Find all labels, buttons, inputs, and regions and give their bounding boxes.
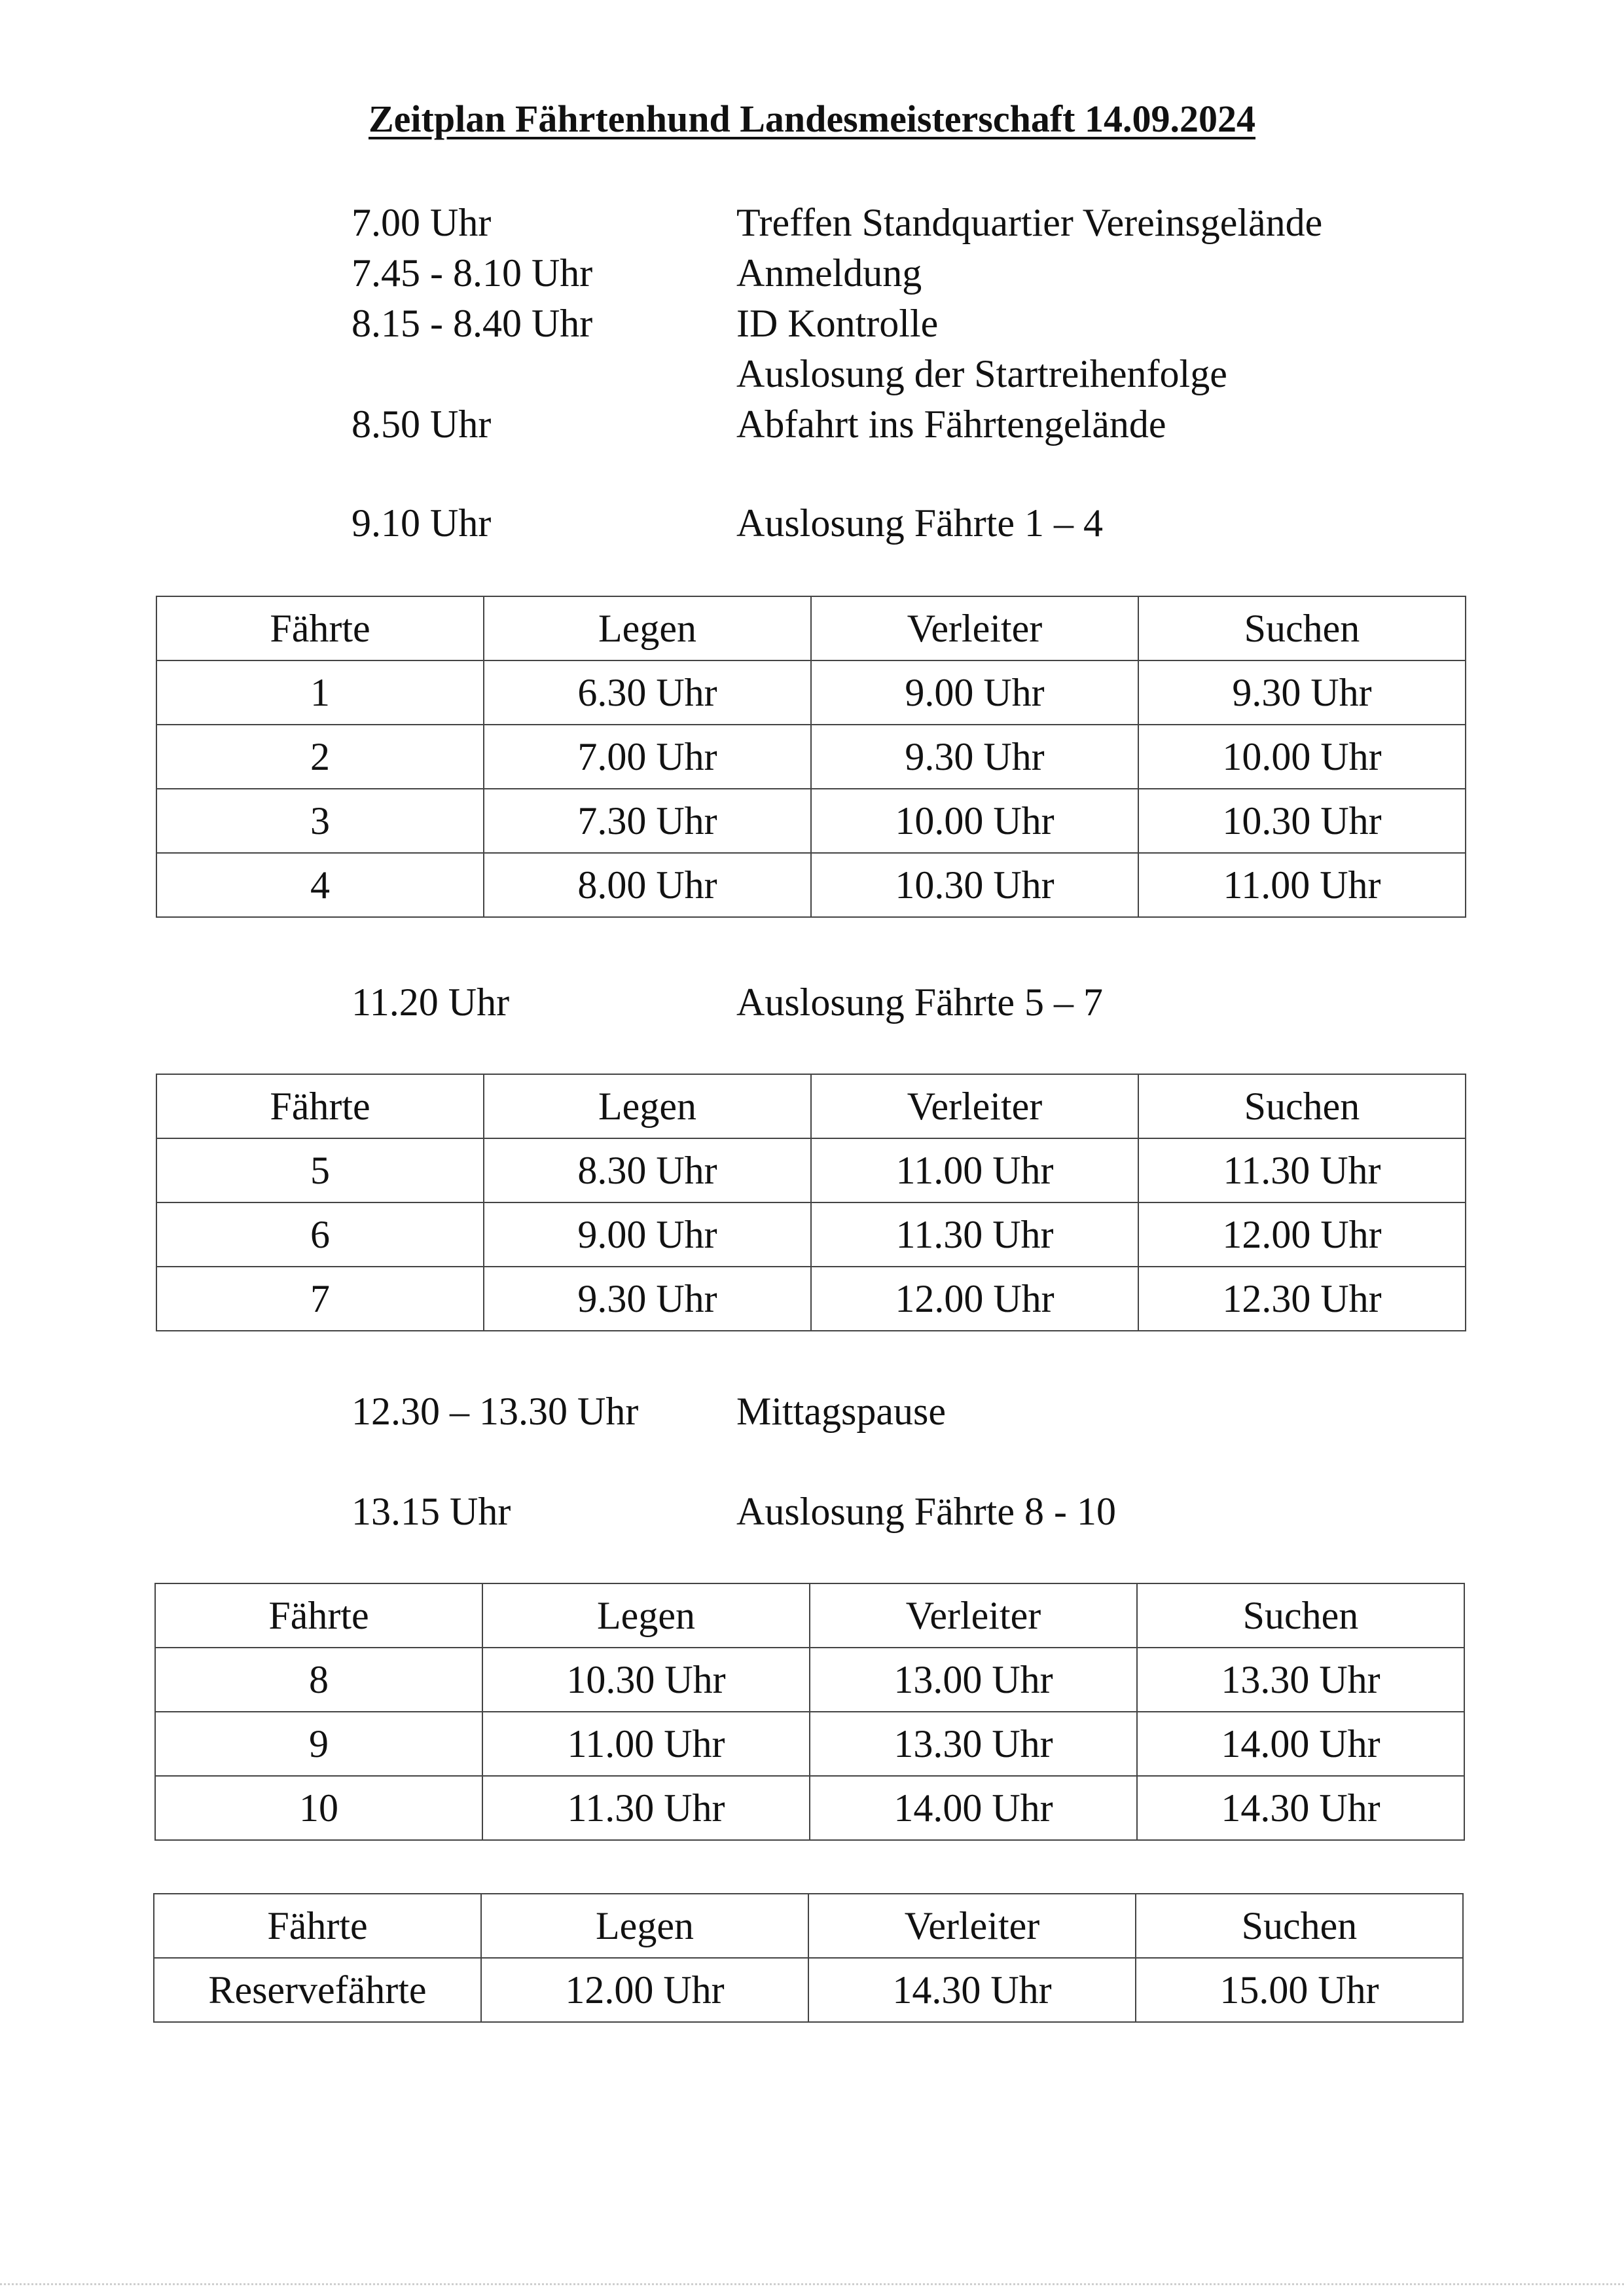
schedule-time: 7.45 - 8.10 Uhr <box>352 251 593 295</box>
cell-faehrte: 2 <box>156 725 484 789</box>
table-row <box>155 1648 1464 1712</box>
cell-faehrte: Reservefährte <box>154 1958 481 2022</box>
cell-faehrte: 4 <box>156 853 484 917</box>
cell-verleiter: 9.30 Uhr <box>811 725 1138 789</box>
cell-verleiter: 10.00 Uhr <box>811 789 1138 853</box>
table-row <box>154 1958 1463 2022</box>
cell-suchen: 10.00 Uhr <box>1138 725 1466 789</box>
header-suchen: Suchen <box>1136 1894 1463 1958</box>
header-verleiter: Verleiter <box>810 1583 1137 1648</box>
cell-legen: 8.00 Uhr <box>484 853 811 917</box>
header-verleiter: Verleiter <box>811 1074 1138 1138</box>
cell-suchen: 12.00 Uhr <box>1138 1202 1466 1267</box>
cell-legen: 11.30 Uhr <box>482 1776 810 1840</box>
header-faehrte: Fährte <box>155 1583 482 1648</box>
cell-suchen: 9.30 Uhr <box>1138 660 1466 725</box>
cell-faehrte: 1 <box>156 660 484 725</box>
table-row <box>156 660 1466 725</box>
header-legen: Legen <box>484 1074 811 1138</box>
cell-verleiter: 12.00 Uhr <box>811 1267 1138 1331</box>
header-suchen: Suchen <box>1137 1583 1464 1648</box>
schedule-desc: Auslosung der Startreihenfolge <box>736 352 1227 395</box>
schedule-table-reserve <box>153 1893 1464 2023</box>
table-row <box>155 1712 1464 1776</box>
page-title: Zeitplan Fährtenhund Landesmeisterschaft 14.09.2024 <box>368 98 1255 140</box>
cell-legen: 7.30 Uhr <box>484 789 811 853</box>
header-faehrte: Fährte <box>156 596 484 660</box>
schedule-time: 8.50 Uhr <box>352 403 492 446</box>
cell-verleiter: 11.00 Uhr <box>811 1138 1138 1202</box>
cell-legen: 9.30 Uhr <box>484 1267 811 1331</box>
schedule-table-2 <box>156 1074 1466 1331</box>
header-legen: Legen <box>482 1583 810 1648</box>
table-row <box>156 789 1466 853</box>
cell-legen: 8.30 Uhr <box>484 1138 811 1202</box>
table-row <box>155 1776 1464 1840</box>
table-row <box>156 725 1466 789</box>
schedule-time: 8.15 - 8.40 Uhr <box>352 302 593 345</box>
header-faehrte: Fährte <box>154 1894 481 1958</box>
header-verleiter: Verleiter <box>811 596 1138 660</box>
schedule-desc: Anmeldung <box>736 251 922 295</box>
pause-time: 12.30 – 13.30 Uhr <box>352 1390 639 1433</box>
schedule-table-1 <box>156 596 1466 918</box>
block2-desc: Auslosung Fährte 5 – 7 <box>736 981 1103 1024</box>
block3-desc: Auslosung Fährte 8 - 10 <box>736 1490 1116 1533</box>
table-header-row <box>154 1894 1463 1958</box>
schedule-desc: Treffen Standquartier Vereinsgelände <box>736 201 1323 244</box>
schedule-table-3 <box>154 1583 1465 1841</box>
table-row <box>156 1267 1466 1331</box>
table-header-row <box>156 596 1466 660</box>
schedule-desc: Abfahrt ins Fährtengelände <box>736 403 1166 446</box>
header-legen: Legen <box>481 1894 808 1958</box>
cell-verleiter: 14.30 Uhr <box>808 1958 1136 2022</box>
cell-legen: 10.30 Uhr <box>482 1648 810 1712</box>
pause-desc: Mittagspause <box>736 1390 946 1433</box>
cell-suchen: 11.30 Uhr <box>1138 1138 1466 1202</box>
cell-suchen: 13.30 Uhr <box>1137 1648 1464 1712</box>
table-row <box>156 1138 1466 1202</box>
cell-legen: 9.00 Uhr <box>484 1202 811 1267</box>
header-legen: Legen <box>484 596 811 660</box>
schedule-time: 7.00 Uhr <box>352 201 492 244</box>
header-suchen: Suchen <box>1138 596 1466 660</box>
cell-faehrte: 5 <box>156 1138 484 1202</box>
cell-faehrte: 8 <box>155 1648 482 1712</box>
cell-verleiter: 9.00 Uhr <box>811 660 1138 725</box>
table-header-row <box>156 1074 1466 1138</box>
cell-legen: 11.00 Uhr <box>482 1712 810 1776</box>
block1-desc: Auslosung Fährte 1 – 4 <box>736 501 1103 545</box>
cell-faehrte: 10 <box>155 1776 482 1840</box>
cell-faehrte: 7 <box>156 1267 484 1331</box>
cell-legen: 6.30 Uhr <box>484 660 811 725</box>
cell-suchen: 14.00 Uhr <box>1137 1712 1464 1776</box>
cell-verleiter: 13.00 Uhr <box>810 1648 1137 1712</box>
cell-suchen: 12.30 Uhr <box>1138 1267 1466 1331</box>
table-row <box>156 853 1466 917</box>
header-verleiter: Verleiter <box>808 1894 1136 1958</box>
cell-suchen: 14.30 Uhr <box>1137 1776 1464 1840</box>
table-row <box>156 1202 1466 1267</box>
cell-legen: 7.00 Uhr <box>484 725 811 789</box>
cell-faehrte: 9 <box>155 1712 482 1776</box>
cell-verleiter: 14.00 Uhr <box>810 1776 1137 1840</box>
header-faehrte: Fährte <box>156 1074 484 1138</box>
table-header-row <box>155 1583 1464 1648</box>
cell-suchen: 15.00 Uhr <box>1136 1958 1463 2022</box>
cell-faehrte: 6 <box>156 1202 484 1267</box>
cell-faehrte: 3 <box>156 789 484 853</box>
block2-time: 11.20 Uhr <box>352 981 510 1024</box>
block1-time: 9.10 Uhr <box>352 501 492 545</box>
cell-verleiter: 10.30 Uhr <box>811 853 1138 917</box>
cell-suchen: 11.00 Uhr <box>1138 853 1466 917</box>
block3-time: 13.15 Uhr <box>352 1490 511 1533</box>
cell-verleiter: 11.30 Uhr <box>811 1202 1138 1267</box>
cell-verleiter: 13.30 Uhr <box>810 1712 1137 1776</box>
cell-legen: 12.00 Uhr <box>481 1958 808 2022</box>
schedule-desc: ID Kontrolle <box>736 302 939 345</box>
scan-artifact-line <box>0 2283 1624 2288</box>
cell-suchen: 10.30 Uhr <box>1138 789 1466 853</box>
header-suchen: Suchen <box>1138 1074 1466 1138</box>
